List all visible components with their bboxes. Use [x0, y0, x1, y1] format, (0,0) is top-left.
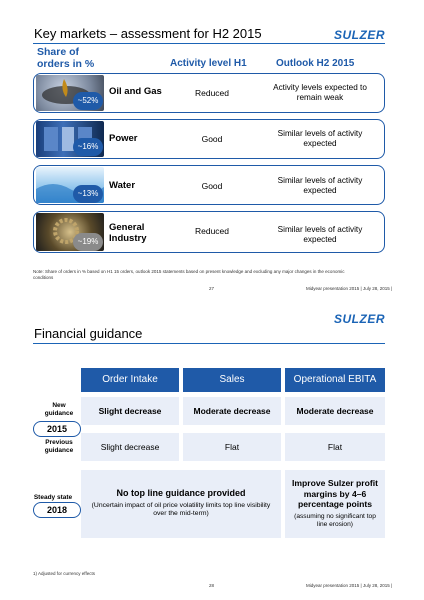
outlook-value: Similar levels of activity expected [277, 176, 363, 195]
steady-ebita-cell [285, 470, 385, 538]
market-name: General Industry [109, 222, 147, 244]
prev-order-intake: Slight decrease [81, 433, 179, 461]
sulzer-logo: SULZER [334, 28, 385, 42]
section-title: Financial guidance [34, 326, 143, 341]
header-operational-ebita: Operational EBITA [285, 368, 385, 392]
outlook-value: Similar levels of activity expected [277, 129, 363, 148]
year-2015-badge: 2015 [33, 421, 81, 437]
page-number: 27 [209, 286, 215, 291]
year-2018-badge: 2018 [33, 502, 81, 518]
header-sales: Sales [183, 368, 281, 392]
title-rule [33, 343, 385, 344]
activity-value: Good [201, 181, 223, 191]
steady-ebita-sub: (assuming no significant top line erosion) [294, 512, 376, 528]
header-order-intake: Order Intake [81, 368, 179, 392]
activity-value: Reduced [194, 226, 230, 236]
steady-ebita-main: Improve Sulzer profit margins by 4–6 percentage points [292, 478, 378, 509]
prev-sales: Flat [183, 433, 281, 461]
new-guidance-label: New guidance [44, 402, 74, 417]
steady-main-text: No top line guidance provided [116, 488, 246, 498]
title-rule [33, 43, 385, 44]
page-number: 28 [209, 583, 215, 588]
steady-state-label: Steady state [33, 494, 73, 501]
steady-sub-text: (Uncertain impact of oil price volatility limits top line visibility over the mid-term) [91, 502, 271, 517]
market-name: Water [109, 180, 136, 191]
new-sales: Moderate decrease [183, 397, 281, 425]
new-ebita: Moderate decrease [285, 397, 385, 425]
footnote-text: Note: Share of orders in % based on H1 15 orders, outlook 2015 statements based on present knowledge and excluding any major changes in the economic conditions [33, 269, 345, 280]
steady-sales-cell [81, 470, 281, 538]
col-activity-header: Activity level H1 [170, 58, 247, 69]
outlook-value: Similar levels of activity expected [277, 225, 363, 244]
prev-ebita: Flat [285, 433, 385, 461]
previous-guidance-label: Previous guidance [44, 439, 74, 454]
footnote-text: 1) Adjusted for currency effects [33, 571, 95, 576]
col-share-header: Share of orders in % [37, 46, 95, 70]
share-badge: ~16% [73, 138, 103, 156]
footer-text: Midyear presentation 2015 | July 28, 2015 | [306, 583, 393, 588]
page-title: Key markets – assessment for H2 2015 [34, 26, 262, 41]
new-order-intake: Slight decrease [81, 397, 179, 425]
outlook-value: Activity levels expected to remain weak [273, 83, 367, 102]
market-name: Power [109, 133, 138, 144]
sulzer-logo: SULZER [334, 312, 385, 326]
activity-value: Reduced [194, 88, 230, 98]
activity-value: Good [201, 134, 223, 144]
col-outlook-header: Outlook H2 2015 [276, 58, 355, 69]
share-badge: ~52% [73, 92, 103, 110]
market-name: Oil and Gas [109, 86, 162, 97]
share-badge: ~19% [73, 233, 103, 251]
share-badge: ~13% [73, 185, 103, 203]
footer-text: Midyear presentation 2015 | July 28, 2015 | [306, 286, 393, 291]
